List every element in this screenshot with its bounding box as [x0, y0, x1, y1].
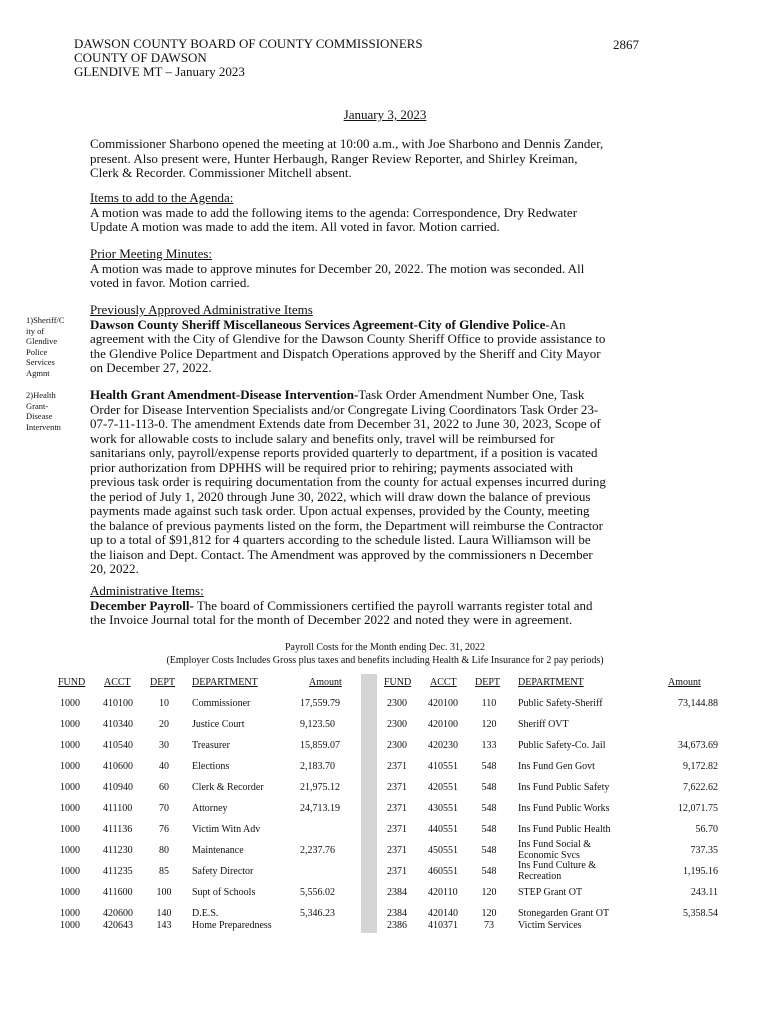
margin-line: Services	[26, 357, 55, 367]
table-cell-department: Maintenance	[192, 845, 244, 856]
column-header: DEPARTMENT	[518, 677, 584, 688]
table-cell-department: Elections	[192, 761, 230, 772]
table-cell-acct: 450551	[428, 845, 458, 856]
margin-line: Glendive	[26, 336, 58, 346]
table-cell-department: STEP Grant OT	[518, 887, 583, 898]
table-cell-dept: 120	[481, 908, 497, 919]
table-cell-acct: 410340	[103, 719, 133, 730]
table-cell-amount: 21,975.12	[300, 782, 340, 793]
column-header: FUND	[58, 677, 86, 688]
table-cell-fund: 2371	[387, 824, 407, 835]
table-cell-fund: 2371	[387, 845, 407, 856]
table-cell-fund: 2371	[387, 803, 407, 814]
column-header: Amount	[668, 677, 701, 688]
column-header: FUND	[384, 677, 412, 688]
text-line: the period of July 1, 2020 through June 30, 2022, which will draw down the balance of previous	[90, 488, 591, 504]
header-line: GLENDIVE MT – January 2023	[74, 64, 245, 79]
table-cell-department: Supt of Schools	[192, 887, 256, 898]
text-line: sanitarians only, payroll/expense reports provided quarterly to department, if a position is vacated	[90, 445, 598, 460]
table-cell-department: Economic Svcs	[518, 850, 580, 861]
column-header: DEPARTMENT	[192, 677, 258, 688]
table-cell-department: Ins Fund Gen Govt	[518, 761, 595, 772]
text-line: Update A motion was made to add the item. All voted in favor. Motion carried.	[90, 219, 500, 234]
table-cell-department: Safety Director	[192, 866, 254, 877]
table-cell-amount: 243.11	[690, 887, 718, 898]
table-cell-department: Ins Fund Public Safety	[518, 782, 610, 793]
table-cell-amount: 5,346.23	[300, 908, 335, 919]
table-cell-amount: 24,713.19	[300, 803, 340, 814]
table-cell-acct: 411235	[103, 866, 133, 877]
table-cell-acct: 430551	[428, 803, 458, 814]
text-line: present. Also present were, Hunter Herbaugh, Ranger Review Reporter, and Shirley Kreiman,	[90, 150, 578, 166]
table-cell-acct: 440551	[428, 824, 458, 835]
table-cell-acct: 411136	[103, 824, 133, 835]
table-cell-dept: 40	[159, 761, 169, 772]
table-cell-dept: 120	[481, 887, 497, 898]
table-cell-dept: 30	[159, 740, 169, 751]
table-cell-acct: 420600	[103, 908, 133, 919]
header-line: DAWSON COUNTY BOARD OF COUNTY COMMISSIONERS	[74, 36, 423, 51]
margin-line: 2)Health	[26, 390, 56, 400]
table-cell-department: Sheriff OVT	[518, 719, 569, 730]
margin-line: Disease	[26, 411, 53, 421]
text-line: the Invoice Journal total for the month of December 2022 and noted they were in agreement.	[90, 612, 573, 627]
text-line: 20, 2022.	[90, 561, 139, 576]
table-cell-dept: 548	[481, 845, 497, 856]
table-cell-department: Clerk & Recorder	[192, 782, 264, 793]
table-cell-acct: 410940	[103, 782, 133, 793]
table-cell-acct: 420230	[428, 740, 458, 751]
table-cell-fund: 1000	[60, 740, 80, 751]
table-cell-department: Victim Witn Adv	[192, 824, 261, 835]
table-cell-dept: 76	[159, 824, 169, 835]
margin-line: Interventn	[26, 421, 61, 432]
table-cell-amount: 9,123.50	[300, 719, 335, 730]
table-cell-department: Home Preparedness	[192, 920, 272, 931]
table-cell-dept: 80	[159, 845, 169, 856]
table-cell-fund: 2300	[387, 698, 407, 709]
table-cell-acct: 420100	[428, 698, 458, 709]
table-cell-dept: 60	[159, 782, 169, 793]
margin-line: Agmnt	[26, 367, 50, 378]
table-cell-fund: 2300	[387, 740, 407, 751]
table-cell-dept: 110	[481, 698, 497, 709]
table-cell-acct: 410371	[428, 920, 458, 931]
table-cell-acct: 411230	[103, 845, 133, 856]
table-cell-amount: 12,071.75	[678, 803, 718, 814]
table-cell-acct: 420643	[103, 920, 133, 931]
text-line: work for allowable costs to include salary and benefits only, travel will be reimbursed for	[90, 430, 555, 446]
table-cell-department: Victim Services	[518, 920, 582, 931]
text-line: payments made against such task order. Upon actual expenses, provided by the County, meeting	[90, 503, 590, 518]
caption-line: Payroll Costs for the Month ending Dec. 31, 2022	[285, 642, 485, 653]
table-cell-acct: 410100	[103, 698, 133, 709]
table-cell-department: Ins Fund Social &	[518, 839, 592, 850]
table-cell-fund: 1000	[60, 698, 80, 709]
text-line: 07-7-11-113-0. The amendment Extends date from December 31, 2022 to June 30, 2023, Scope of	[90, 416, 601, 431]
column-header: ACCT	[430, 677, 457, 688]
text-line: Commissioner Sharbono opened the meeting at 10:00 a.m., with Joe Sharbono and Dennis Zander,	[90, 136, 604, 151]
text-fragment: Task Order Amendment Number One, Task	[358, 387, 585, 402]
text-line: the Glendive Police Department and Dispatch Operations approved by the Sheriff and City Mayor	[90, 345, 601, 361]
table-cell-acct: 410540	[103, 740, 133, 751]
december-payroll-title: December Payroll-	[90, 597, 194, 613]
text-line: prior authorization from DPHHS will be required prior to rehiring; payments associated with	[90, 459, 574, 475]
table-cell-acct: 410600	[103, 761, 133, 772]
table-cell-dept: 548	[481, 782, 497, 793]
table-cell-fund: 2386	[387, 920, 407, 931]
table-cell-dept: 100	[156, 887, 172, 898]
table-cell-acct: 460551	[428, 866, 458, 877]
table-cell-amount: 73,144.88	[678, 698, 718, 709]
margin-line: 1)Sheriff/C	[26, 315, 65, 325]
table-cell-fund: 1000	[60, 866, 80, 877]
health-grant-title: Health Grant Amendment-Disease Intervention-	[90, 387, 359, 402]
table-cell-fund: 1000	[60, 824, 80, 835]
table-cell-dept: 140	[156, 908, 172, 919]
agenda-heading: Items to add to the Agenda:	[90, 190, 234, 205]
table-cell-amount: 1,195.16	[683, 866, 718, 877]
table-cell-amount: 9,172.82	[683, 761, 718, 772]
table-cell-acct: 410551	[428, 761, 458, 772]
table-cell-department: Treasurer	[192, 740, 230, 751]
table-cell-dept: 70	[159, 803, 169, 814]
table-cell-amount: 15,859.07	[300, 740, 340, 751]
text-fragment: The board of Commissioners certified the payroll warrants register total and	[193, 597, 593, 613]
table-cell-department: Attorney	[192, 803, 228, 814]
column-header: Amount	[309, 677, 342, 688]
table-cell-department: Recreation	[518, 871, 562, 882]
table-cell-fund: 2371	[387, 782, 407, 793]
table-cell-department: Public Safety-Co. Jail	[518, 740, 606, 751]
table-cell-dept: 10	[159, 698, 169, 709]
header-line: COUNTY OF DAWSON	[74, 50, 207, 65]
table-cell-amount: 5,556.02	[300, 887, 335, 898]
column-header: DEPT	[475, 677, 500, 688]
table-cell-fund: 1000	[60, 908, 80, 919]
sheriff-agreement-title: Dawson County Sheriff Miscellaneous Services Agreement-City of Glendive Police	[90, 316, 546, 332]
table-cell-fund: 1000	[60, 761, 80, 772]
table-cell-dept: 548	[481, 866, 497, 877]
text-line: the liaison and Dept. Contact. The Amendment was approved by the commissioners n December	[90, 546, 593, 562]
table-cell-fund: 2384	[387, 908, 407, 919]
table-cell-acct: 420110	[428, 887, 458, 898]
table-cell-fund: 2371	[387, 761, 407, 772]
table-cell-amount: 2,183.70	[300, 761, 335, 772]
minutes-heading: Prior Meeting Minutes:	[90, 246, 213, 261]
table-cell-amount: 17,559.79	[300, 698, 340, 709]
table-cell-department: D.E.S.	[192, 908, 219, 919]
table-cell-fund: 2300	[387, 719, 407, 730]
table-cell-fund: 1000	[60, 803, 80, 814]
table-cell-fund: 2371	[387, 866, 407, 877]
table-cell-department: Stonegarden Grant OT	[518, 908, 610, 919]
table-cell-department: Ins Fund Public Works	[518, 803, 610, 814]
table-cell-fund: 1000	[60, 920, 80, 931]
table-cell-amount: 737.35	[690, 845, 718, 856]
table-cell-dept: 548	[481, 824, 497, 835]
previously-approved-heading: Previously Approved Administrative Items	[90, 302, 313, 317]
table-cell-dept: 85	[159, 866, 169, 877]
table-cell-amount: 2,237.76	[300, 845, 335, 856]
table-cell-department: Ins Fund Culture &	[518, 860, 597, 871]
table-cell-amount: 56.70	[695, 824, 718, 835]
table-cell-dept: 548	[481, 761, 497, 772]
column-header: ACCT	[104, 677, 131, 688]
text-fragment: -An	[545, 316, 566, 332]
text-line: A motion was made to add the following items to the agenda: Correspondence, Dry Redwater	[90, 204, 578, 220]
table-cell-acct: 420140	[428, 908, 458, 919]
text-line: previous task order is requiring documentation from the county for actual expenses incurred during	[90, 474, 606, 489]
administrative-items-heading: Administrative Items:	[90, 583, 204, 598]
table-cell-amount: 7,622.62	[683, 782, 718, 793]
table-cell-fund: 1000	[60, 845, 80, 856]
table-cell-department: Public Safety-Sheriff	[518, 698, 603, 709]
text-line: A motion was made to approve minutes for December 20, 2022. The motion was seconded. All	[90, 260, 585, 276]
text-line: Clerk & Recorder. Commissioner Mitchell absent.	[90, 165, 352, 180]
table-cell-acct: 411600	[103, 887, 133, 898]
column-header: DEPT	[150, 677, 175, 688]
table-cell-department: Ins Fund Public Health	[518, 824, 611, 835]
table-cell-amount: 5,358.54	[683, 908, 718, 919]
table-cell-dept: 20	[159, 719, 169, 730]
caption-line: (Employer Costs Includes Gross plus taxes and benefits including Health & Life Insurance for 2 pay periods)	[166, 655, 604, 666]
text-line: voted in favor. Motion carried.	[90, 275, 250, 290]
table-cell-department: Justice Court	[192, 719, 245, 730]
margin-line: Police	[26, 346, 48, 357]
text-line: Order for Disease Intervention Specialists and/or Congregate Living Coordinators Task Order 23-	[90, 401, 599, 417]
table-cell-fund: 1000	[60, 719, 80, 730]
page-number: 2867	[613, 37, 639, 52]
text-line: the balance of previous payments listed on the form, the Department will reimburse the Contractor	[90, 517, 603, 533]
table-cell-dept: 120	[481, 719, 497, 730]
table-cell-dept: 548	[481, 803, 497, 814]
table-cell-dept: 73	[484, 920, 494, 931]
table-cell-acct: 420100	[428, 719, 458, 730]
table-cell-fund: 1000	[60, 782, 80, 793]
margin-line: ity of	[26, 325, 45, 336]
table-cell-dept: 133	[481, 740, 497, 751]
table-cell-fund: 1000	[60, 887, 80, 898]
table-cell-dept: 143	[156, 920, 172, 931]
text-line: agreement with the City of Glendive for the Dawson County Sheriff Office to provide assistance to	[90, 331, 606, 346]
meeting-date: January 3, 2023	[343, 107, 427, 122]
table-cell-acct: 420551	[428, 782, 458, 793]
table-cell-fund: 2384	[387, 887, 407, 898]
table-cell-amount: 34,673.69	[678, 740, 718, 751]
table-cell-acct: 411100	[103, 803, 133, 814]
table-cell-department: Commissioner	[192, 698, 251, 709]
text-line: up to a total of $91,812 for 4 quarters according to the schedule listed. Laura Williamson will be	[90, 532, 591, 547]
text-line: on December 27, 2022.	[90, 360, 212, 375]
margin-line: Grant-	[26, 400, 49, 411]
